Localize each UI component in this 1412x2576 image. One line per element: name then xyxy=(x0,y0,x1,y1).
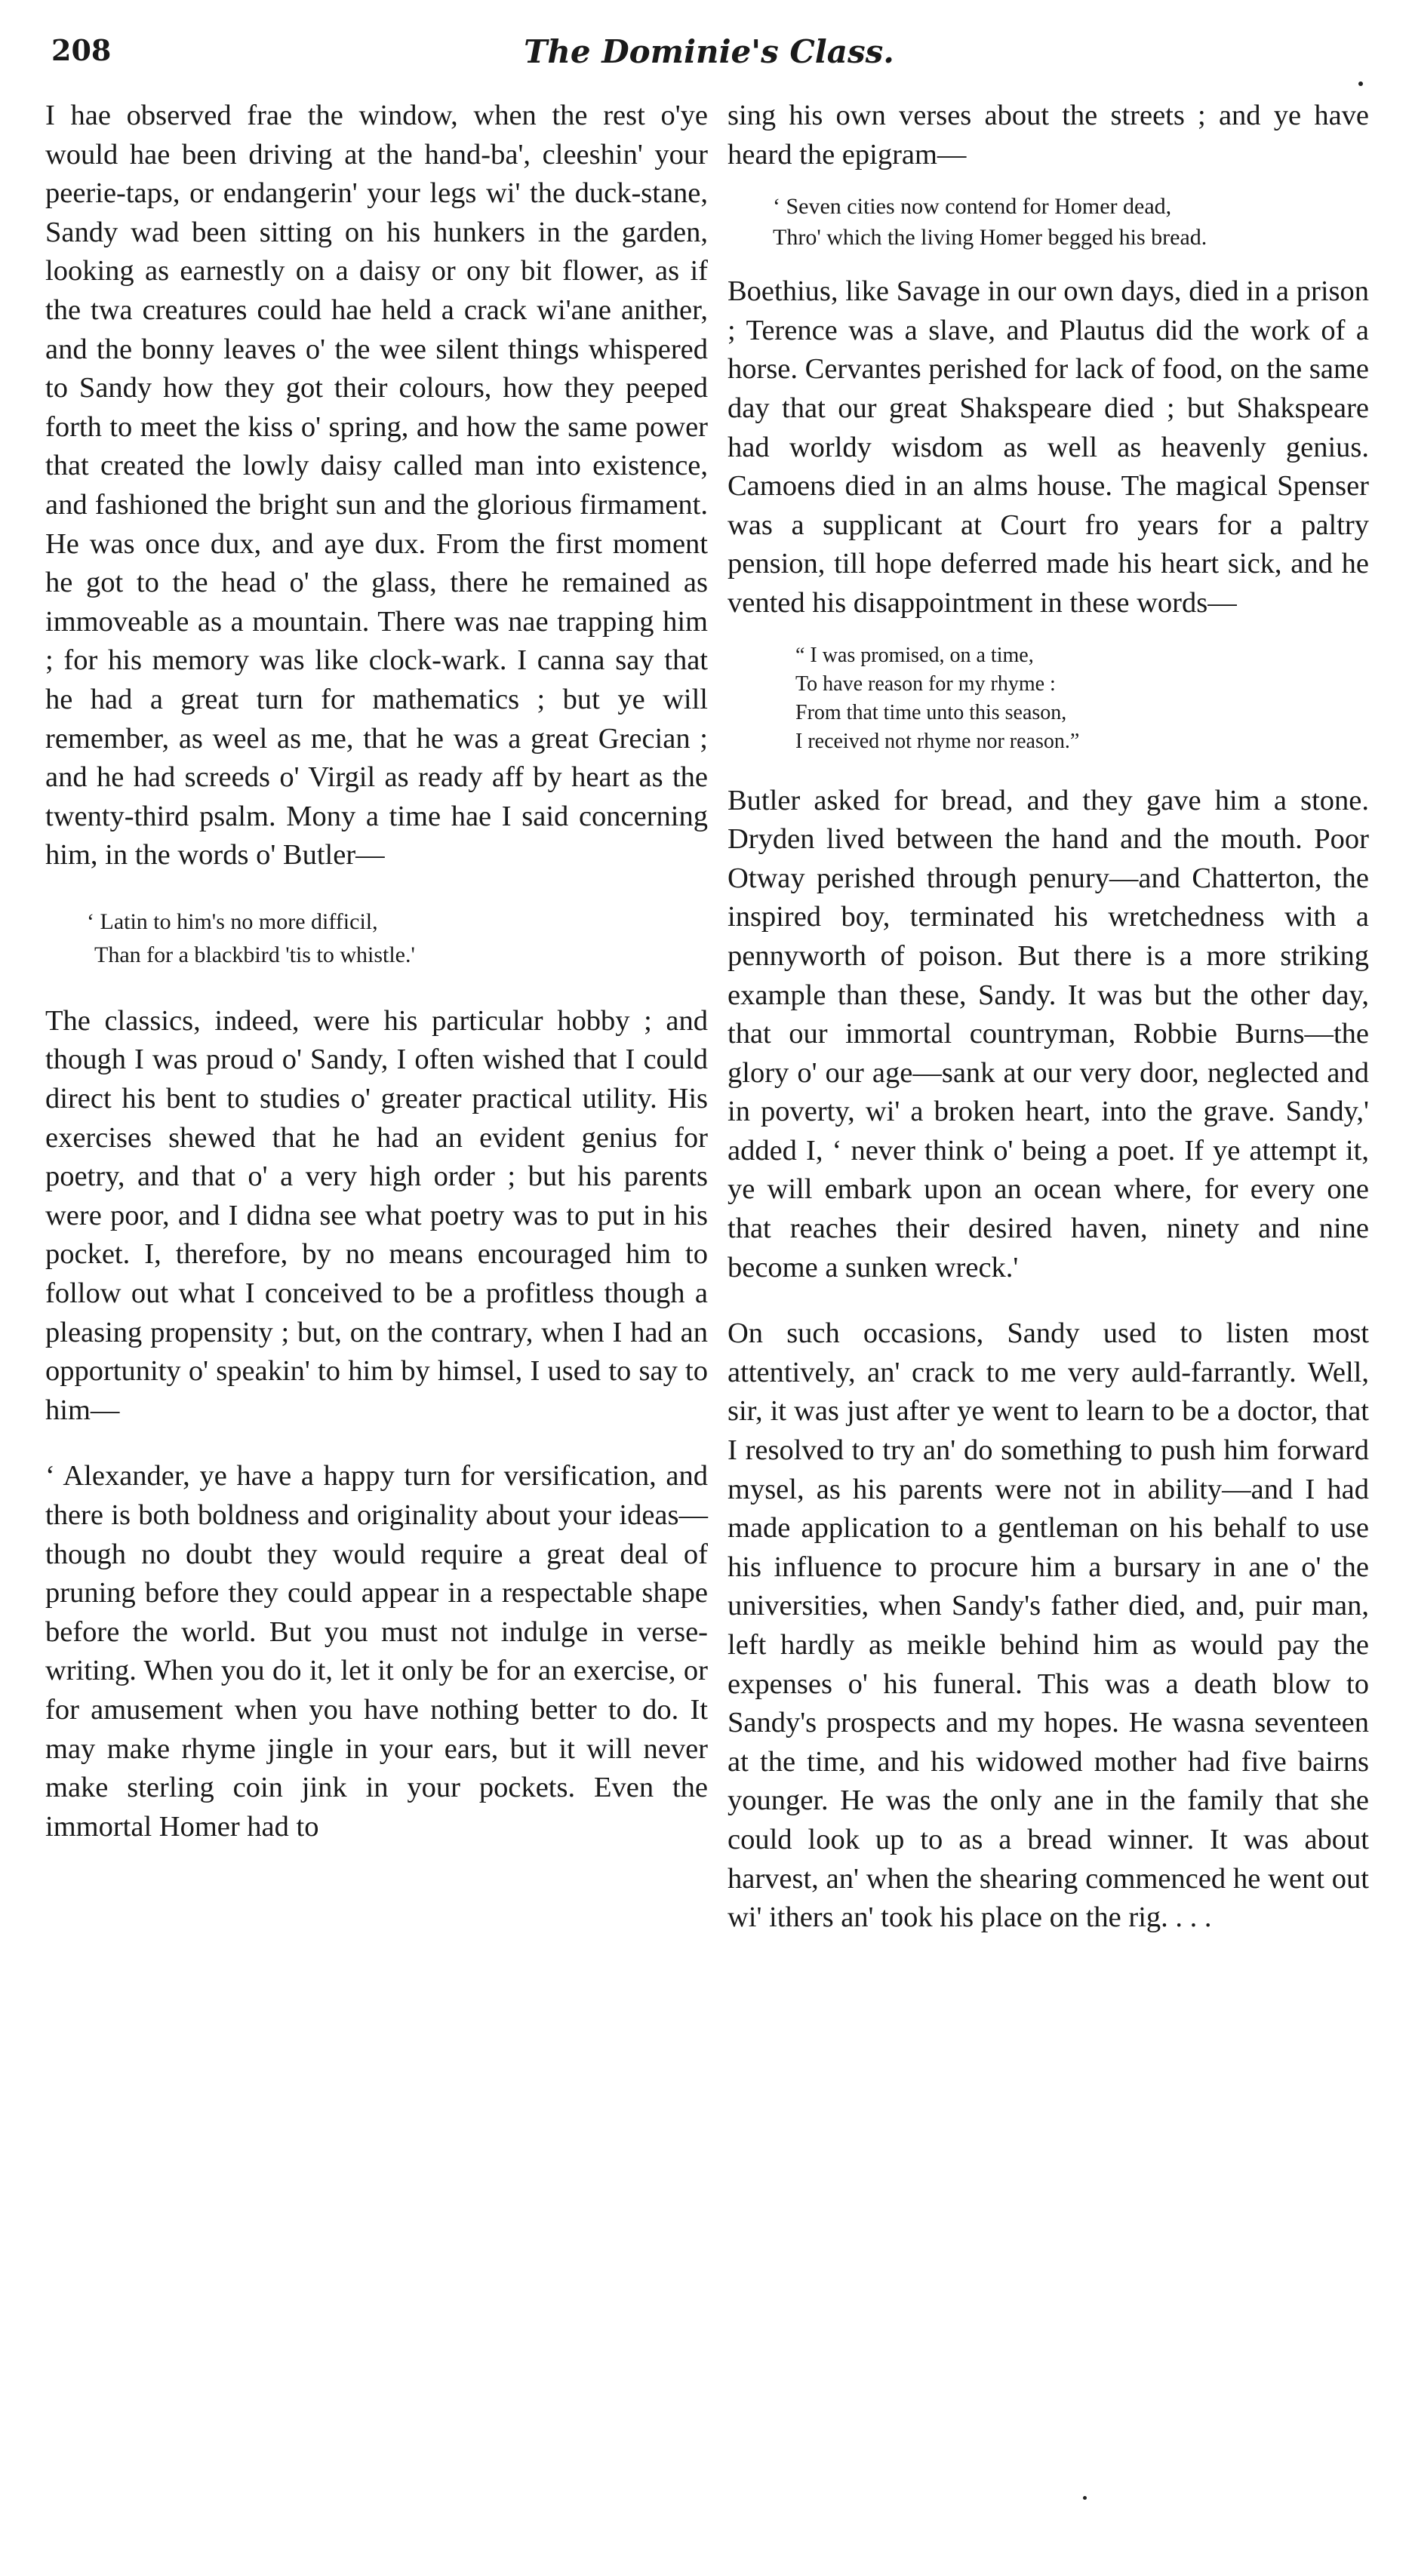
paragraph: I hae observed frae the window, when the rest o'ye would hae been driving at the hand-ba', cleeshin' your peerie-taps, or endangerin' your legs wi' the duck-stane, Sandy wad been sitting on his hunkers in the garden, looking as earnestly on a daisy or ony bit flower, as if the twa creatures could hae held a crack wi'ane anither, and the bonny leaves o' the wee silent things whispered to Sandy how they got their colours, how they peeped forth to meet the kiss o' spring, and how the same power that created the lowly daisy called man into existence, and fashioned the bright sun and the glorious firmament. He was once dux, and aye dux. From the first moment he got to the head o' the glass, there he remained as immoveable as a mountain. There was nae trapping him ; for his memory was like clock-wark. I canna say that he had a great turn for mathematics ; but ye will remember, as weel as me, that he was a great Grecian ; and he had screeds o' Virgil as ready aff by heart as the twenty-third psalm. Mony a time hae I said concerning him, in the words o' Butler— xyxy=(45,100,708,871)
paragraph: Boethius, like Savage in our own days, died in a prison ; Terence was a slave, and Plautus did the work of a horse. Cervantes perished for lack of food, on the same day that our great Shakspeare died ; but Shakspeare had worldy wisdom as well as heavenly genius. Camoens died in an alms house. The magical Spenser was a supplicant at Court fro years for a paltry pension, till hope deferred made his heart sick, and he vented his disappointment in these words— xyxy=(728,275,1369,619)
left-column xyxy=(45,97,708,1846)
verse-line: From that time unto this season, xyxy=(795,700,1067,724)
quote-line: Than for a blackbird 'tis to whistle.' xyxy=(94,942,415,967)
verse-line: I received not rhyme nor reason.” xyxy=(795,729,1080,753)
ink-speck xyxy=(1083,2496,1087,2500)
page-number: 208 xyxy=(51,33,112,67)
verse-quote xyxy=(795,641,1369,756)
block-quote xyxy=(87,905,708,972)
paragraph: ‘ Alexander, ye have a happy turn for versification, and there is both boldness and originality about your ideas—though no doubt they would require a great deal of pruning before they could appear in a respectable shape before the world. But you must not indulge in verse-writing. When you do it, let it only be for an exercise, or for amusement when you have nothing better to do. It may make rhyme jingle in your ears, but it will never make sterling coin jink in your pockets. Even the immortal Homer had to xyxy=(45,1460,708,1843)
running-title: The Dominie's Class. xyxy=(524,33,894,70)
paragraph: sing his own verses about the streets ; and ye have heard the epigram— xyxy=(728,100,1369,171)
page-header xyxy=(51,33,1367,78)
quote-line: ‘ Latin to him's no more difficil, xyxy=(87,908,378,934)
quote-line: ‘ Seven cities now contend for Homer dead, xyxy=(773,194,1172,220)
verse-line: To have reason for my rhyme : xyxy=(795,672,1056,696)
epigram-quote xyxy=(773,191,1369,253)
right-column xyxy=(728,97,1369,1938)
verse-line: “ I was promised, on a time, xyxy=(795,643,1034,667)
paragraph: Butler asked for bread, and they gave him a stone. Dryden lived between the hand and the mouth. Poor Otway perished through penury—and Chatterton, the inspired boy, terminated his wretchedness with a pennyworth of poison. But there is a more striking example than these, Sandy. It was but the other day, that our immortal countryman, Robbie Burns—the glory o' our age—sank at our very door, neglected and in poverty, wi' a broken heart, into the grave. Sandy,' added I, ‘ never think o' being a poet. If ye attempt it, ye will embark upon an ocean where, for every one that reaches their desired haven, ninety and nine become a sunken wreck.' xyxy=(728,784,1369,1283)
quote-line: Thro' which the living Homer begged his bread. xyxy=(773,225,1207,251)
paragraph: On such occasions, Sandy used to listen most attentively, an' crack to me very auld-farrantly. Well, sir, it was just after ye went to learn to be a doctor, that I resolved to try an' do something to push him forward mysel, as his parents were not in ability—and I had made application to a gentleman on his behalf to use his influence to procure him a bursary in ane o' the universities, when Sandy's father died, and, puir man, left hardly as meikle behind him as would pay the expenses o' his funeral. This was a death blow to Sandy's prospects and my hopes. He wasna seventeen at the time, and his widowed mother had five bairns younger. He was the only ane in the family that she could look up to as a bread winner. It was about harvest, an' when the shearing commenced he went out wi' ithers an' took his place on the rig. . . . xyxy=(728,1317,1369,1934)
ink-speck xyxy=(1358,81,1363,86)
paragraph: The classics, indeed, were his particular hobby ; and though I was proud o' Sandy, I often wished that I could direct his bent to studies o' greater practical utility. His exercises shewed that he had an evident genius for poetry, and that o' a very high order ; but his parents were poor, and I didna see what poetry was to put in his pocket. I, therefore, by no means encouraged him to follow out what I conceived to be a profitless though a pleasing propensity ; but, on the contrary, when I had an opportunity o' speakin' to him by himsel, I used to say to him— xyxy=(45,1004,708,1426)
